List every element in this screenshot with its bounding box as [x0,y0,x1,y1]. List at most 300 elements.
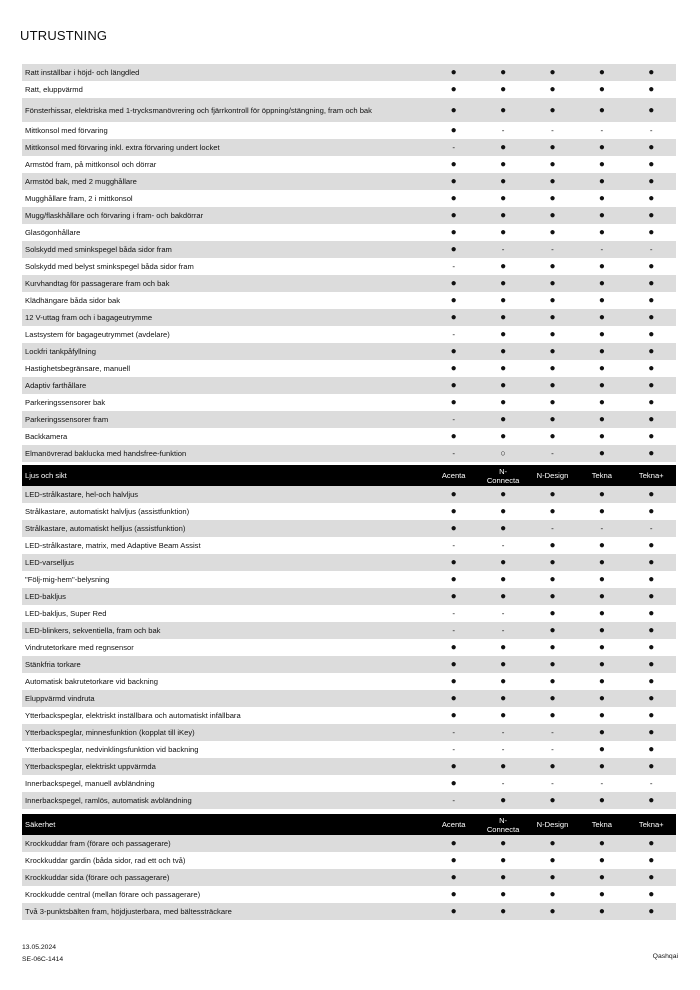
row-value: ● [598,346,605,357]
row-label: Solskydd med belyst sminkspegel båda sidor fram [25,262,194,271]
row-value: ● [500,506,507,517]
row-value: ● [598,659,605,670]
row-value: ● [450,591,457,602]
row-value: ● [450,676,457,687]
row-label: Solskydd med sminkspegel båda sidor fram [25,245,172,254]
row-value: ● [500,889,507,900]
row-value: ● [648,761,655,772]
table-row [22,486,676,503]
row-value: ● [648,591,655,602]
row-value: ● [500,67,507,78]
row-value: - [501,779,505,788]
row-value: ● [549,693,556,704]
row-value: - [452,745,456,754]
row-value: ● [500,278,507,289]
row-value: ● [549,557,556,568]
row-value: ● [648,363,655,374]
row-value: ● [450,295,457,306]
row-value: ● [549,227,556,238]
row-value: ● [598,727,605,738]
row-value: ● [648,872,655,883]
row-value: ● [598,693,605,704]
row-value: ● [450,855,457,866]
row-value: - [649,524,653,533]
row-value: ● [648,489,655,500]
row-value: ● [549,625,556,636]
row-value: - [452,262,456,271]
row-value: ● [598,295,605,306]
row-value: - [501,728,505,737]
row-value: ● [450,761,457,772]
row-value: ● [500,380,507,391]
row-value: ● [500,159,507,170]
row-value: ● [598,261,605,272]
row-value: ● [648,448,655,459]
row-value: ● [500,312,507,323]
row-label: "Följ-mig-hem"-belysning [25,575,110,584]
footer-info [22,942,63,966]
row-value: ● [648,210,655,221]
row-value: ● [500,557,507,568]
table-row [22,275,676,292]
row-value: ● [598,278,605,289]
row-value: ● [500,795,507,806]
row-value: ● [648,346,655,357]
row-value: ● [450,244,457,255]
row-value: ● [648,261,655,272]
row-value: ● [648,312,655,323]
row-value: ● [648,855,655,866]
row-value: ● [549,906,556,917]
row-value: ● [598,889,605,900]
column-header-0: Acenta [441,820,466,829]
row-label: Mugghållare fram, 2 i mittkonsol [25,194,133,203]
row-value: ● [598,397,605,408]
row-label: Krockkudde central (mellan förare och passagerare) [25,890,201,899]
row-value: - [501,245,505,254]
row-label: Innerbackspegel, manuell avbländning [25,779,155,788]
row-value: ● [549,795,556,806]
row-value: ● [549,872,556,883]
row-value: ● [500,210,507,221]
row-value: - [501,609,505,618]
table-row [22,792,676,809]
row-value: ● [450,693,457,704]
row-value: ● [648,557,655,568]
table-row [22,258,676,275]
table-row [22,139,676,156]
row-value: ● [598,761,605,772]
row-value: ● [500,176,507,187]
row-value: ● [500,193,507,204]
row-label: Eluppvärmd vindruta [25,694,95,703]
footer-model: Qashqai [652,953,678,960]
row-value: ● [450,159,457,170]
row-label: LED-varselljus [25,558,74,567]
row-value: - [551,779,554,788]
row-value: ● [549,312,556,323]
row-value: ● [500,227,507,238]
row-value: ● [549,710,556,721]
row-value: ● [500,363,507,374]
row-value: ● [450,227,457,238]
row-value: - [600,524,604,533]
row-value: ● [598,312,605,323]
row-value: ● [549,397,556,408]
row-value: ● [549,176,556,187]
row-value: ● [648,642,655,653]
row-value: - [551,745,554,754]
column-header-3: Tekna [591,471,612,480]
row-label: Mittkonsol med förvaring [25,126,108,135]
row-value: ● [450,380,457,391]
row-label: Ytterbackspeglar, nedvinklingsfunktion vid backning [25,745,199,754]
row-value: ● [549,295,556,306]
row-label: Klädhängare båda sidor bak [25,296,120,305]
row-value: - [551,728,554,737]
row-label: Mugg/flaskhållare och förvaring i fram- och bakdörrar [25,211,204,220]
row-value: ● [598,329,605,340]
row-value: ● [450,193,457,204]
row-value: ● [648,176,655,187]
row-value: ● [648,193,655,204]
row-label: LED-bakljus [25,592,66,601]
row-label: LED-bakljus, Super Red [25,609,107,618]
row-value: ● [648,329,655,340]
table-row [22,343,676,360]
row-value: ● [648,625,655,636]
row-label: Fönsterhissar, elektriska med 1-trycksmanövrering och fjärrkontroll för öppning/stängning, fram och bak [25,105,372,115]
row-value: ● [648,142,655,153]
row-value: ● [598,642,605,653]
row-value: ● [648,227,655,238]
row-value: ● [598,625,605,636]
row-value: ● [450,210,457,221]
table-row [22,503,676,520]
row-value: ● [549,84,556,95]
row-value: - [452,449,456,458]
table-row [22,98,676,122]
row-label: Adaptiv farthållare [25,381,87,390]
row-label: Strålkastare, automatiskt halvljus (assistfunktion) [25,507,190,516]
row-value: ● [648,727,655,738]
page-title: UTRUSTNING [20,28,108,43]
table-row [22,445,676,462]
row-label: Hastighetsbegränsare, manuell [25,364,131,373]
row-label: LED-blinkers, sekventiella, fram och bak [25,626,161,635]
row-value: ● [598,142,605,153]
row-value: ● [450,278,457,289]
row-value: ● [500,659,507,670]
row-value: ● [500,710,507,721]
table-row [22,173,676,190]
row-value: ● [598,838,605,849]
table-row [22,241,676,258]
row-value: ● [598,744,605,755]
row-value: - [551,449,554,458]
row-value: ● [648,795,655,806]
table-row [22,835,676,852]
row-value: ● [598,557,605,568]
row-value: ● [450,431,457,442]
table-row [22,224,676,241]
row-value: ● [598,84,605,95]
row-value: ● [450,84,457,95]
row-value: ● [598,431,605,442]
row-value: ● [648,67,655,78]
row-value: ● [598,380,605,391]
row-value: ● [549,889,556,900]
row-value: ● [648,278,655,289]
column-header-4: Tekna+ [638,820,664,829]
row-value: ● [648,676,655,687]
row-label: Armstöd fram, på mittkonsol och dörrar [25,160,157,169]
table-row [22,605,676,622]
row-value: - [452,330,456,339]
row-label: Parkeringssensorer fram [25,415,109,424]
row-value: ● [549,329,556,340]
row-value: - [600,245,604,254]
row-value: ● [648,104,655,116]
row-label: Armstöd bak, med 2 mugghållare [25,177,137,186]
row-value: ● [549,431,556,442]
table-row [22,886,676,903]
row-value: ● [648,608,655,619]
row-value: ● [648,397,655,408]
column-header-2: N-Design [536,820,569,829]
row-value: - [501,626,505,635]
table-row [22,690,676,707]
column-header-3: Tekna [591,820,612,829]
row-value: ● [598,414,605,425]
row-value: ● [549,278,556,289]
row-value: - [452,609,456,618]
row-value: ● [450,363,457,374]
row-label: Glasögonhållare [25,228,81,237]
row-value: ● [500,574,507,585]
row-value: - [501,745,505,754]
row-value: ● [500,346,507,357]
row-value: ● [598,608,605,619]
row-value: - [600,126,604,135]
row-value: ● [450,778,457,789]
table-row [22,81,676,98]
row-value: ● [450,346,457,357]
row-value: ● [500,761,507,772]
row-value: ● [450,312,457,323]
row-value: ● [500,329,507,340]
row-value: ● [549,855,556,866]
table-row [22,775,676,792]
table-row [22,622,676,639]
section-heading: Säkerhet [25,820,56,829]
row-value: ○ [500,448,506,458]
row-value: ● [549,193,556,204]
row-value: ● [450,506,457,517]
row-label: Stänkfria torkare [25,660,81,669]
table-row [22,869,676,886]
row-value: ● [450,397,457,408]
row-value: ● [500,414,507,425]
row-value: ● [648,838,655,849]
row-value: - [452,728,456,737]
row-value: ● [598,159,605,170]
row-label: Ratt inställbar i höjd- och längdled [25,68,140,77]
table-row [22,156,676,173]
table-row [22,673,676,690]
row-value: ● [500,838,507,849]
row-value: ● [549,104,556,116]
row-label: LED-strålkastare, matrix, med Adaptive Beam Assist [25,541,201,550]
table-row [22,207,676,224]
equipment-table-general [22,64,676,462]
row-label: Parkeringssensorer bak [25,398,106,407]
table-row [22,554,676,571]
row-value: ● [648,159,655,170]
row-label: Elmanövrerad baklucka med handsfree-funktion [25,449,187,458]
table-row [22,309,676,326]
row-value: ● [598,104,605,116]
row-value: ● [549,506,556,517]
row-value: ● [598,506,605,517]
table-row [22,588,676,605]
row-value: ● [598,855,605,866]
table-row [22,724,676,741]
row-value: ● [648,744,655,755]
row-value: ● [549,210,556,221]
row-value: ● [500,84,507,95]
row-value: ● [450,104,457,116]
row-label: Lastsystem för bagageutrymmet (avdelare) [25,330,170,339]
row-value: ● [500,523,507,534]
row-label: Lockfri tankpåfyllning [25,347,96,356]
row-value: - [551,245,554,254]
row-label: Mittkonsol med förvaring inkl. extra förvaring undert locket [25,143,220,152]
row-value: ● [549,608,556,619]
row-value: ● [500,906,507,917]
row-label: Strålkastare, automatiskt helljus (assistfunktion) [25,524,186,533]
row-value: ● [549,659,556,670]
equipment-table-safety [22,814,676,920]
row-value: ● [500,142,507,153]
row-label: Två 3-punktsbälten fram, höjdjusterbara, med bältessträckare [25,907,232,916]
column-header-0: Acenta [441,471,466,480]
table-row [22,758,676,775]
row-value: ● [598,574,605,585]
row-value: ● [598,210,605,221]
row-value: ● [648,431,655,442]
row-label: Innerbackspegel, ramlös, automatisk avbländning [25,796,192,805]
row-value: ● [500,261,507,272]
row-label: Backkamera [25,432,68,441]
row-value: ● [450,557,457,568]
row-value: ● [450,642,457,653]
row-label: Ytterbackspeglar, minnesfunktion (kopplat till iKey) [25,728,195,737]
row-value: ● [549,346,556,357]
row-value: ● [549,540,556,551]
row-value: ● [549,67,556,78]
table-row [22,520,676,537]
row-value: ● [500,104,507,116]
row-value: ● [598,591,605,602]
table-row [22,852,676,869]
row-value: ● [450,838,457,849]
row-value: - [501,126,505,135]
row-value: ● [648,295,655,306]
row-value: ● [648,906,655,917]
table-row [22,122,676,139]
table-row [22,537,676,554]
row-value: ● [648,889,655,900]
row-value: ● [500,295,507,306]
row-value: ● [648,414,655,425]
row-value: ● [598,67,605,78]
row-value: ● [500,431,507,442]
row-value: ● [450,889,457,900]
row-value: ● [549,642,556,653]
row-value: ● [450,574,457,585]
row-value: - [501,541,505,550]
table-row [22,411,676,428]
row-value: ● [648,540,655,551]
row-value: ● [450,489,457,500]
row-value: ● [450,659,457,670]
equipment-table-lights [22,465,676,809]
row-value: ● [648,574,655,585]
row-value: ● [549,261,556,272]
table-row [22,360,676,377]
row-label: Vindrutetorkare med regnsensor [25,643,134,652]
row-value: - [600,779,604,788]
row-value: - [551,524,554,533]
row-value: ● [598,448,605,459]
column-header-2: N-Design [536,471,569,480]
table-row [22,707,676,724]
row-value: ● [598,795,605,806]
row-label: Automatisk bakrutetorkare vid backning [25,677,158,686]
row-value: ● [648,693,655,704]
row-value: ● [598,363,605,374]
row-value: ● [648,380,655,391]
column-header-1: N- Connecta [486,815,520,834]
section-header [22,465,676,486]
row-label: Ratt, eluppvärmd [25,85,83,94]
row-value: ● [598,676,605,687]
table-row [22,571,676,588]
row-value: - [649,126,653,135]
row-value: ● [500,489,507,500]
row-value: ● [450,872,457,883]
row-value: - [452,796,456,805]
row-value: ● [450,176,457,187]
row-value: ● [598,710,605,721]
row-value: - [649,245,653,254]
row-value: ● [648,506,655,517]
row-value: ● [549,574,556,585]
section-header [22,814,676,835]
row-value: ● [549,489,556,500]
row-label: Krockkuddar sida (förare och passagerare) [25,873,170,882]
table-row [22,394,676,411]
row-value: ● [450,125,457,136]
row-value: ● [598,906,605,917]
row-value: ● [500,591,507,602]
row-value: - [452,143,456,152]
row-value: ● [549,838,556,849]
table-row [22,326,676,343]
row-value: ● [450,523,457,534]
row-label: LED-strålkastare, hel-och halvljus [25,490,139,499]
